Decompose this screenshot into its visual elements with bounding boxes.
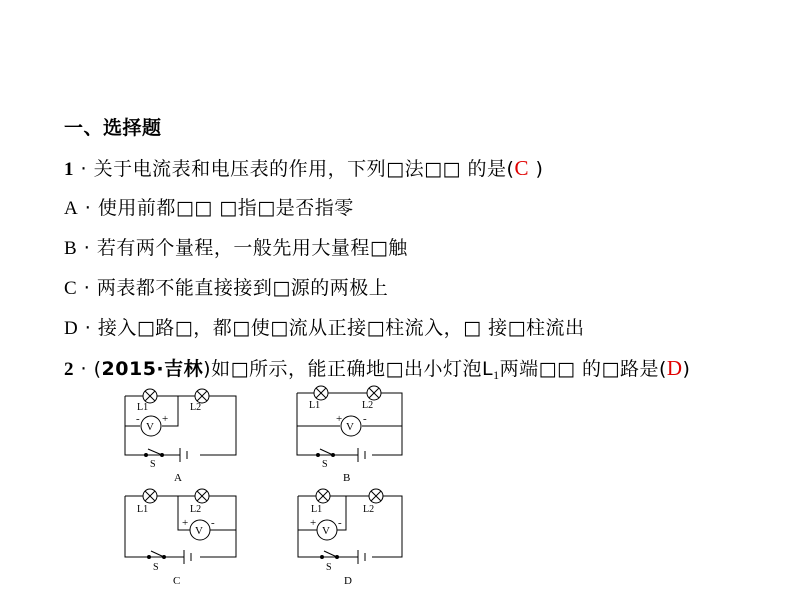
option-text: 接入□路□，都□使□流从正接□柱流入，□ 接□柱流出 <box>97 317 585 339</box>
question-close-paren: ) <box>682 358 691 380</box>
option-text: 两表都不能直接接到□源的两极上 <box>96 277 389 299</box>
answer-mark: C <box>514 156 529 180</box>
plus-terminal: + <box>336 413 343 425</box>
plus-terminal: + <box>162 413 169 425</box>
label-l2: L2 <box>363 504 375 515</box>
label-l2: L2 <box>362 400 374 411</box>
question-text: 关于电流表和电压表的作用，下列□法□□ 的是( <box>93 158 515 180</box>
option-c: C · 两表都不能直接接到□源的两极上 <box>64 277 389 299</box>
answer-mark: D <box>666 356 683 380</box>
minus-terminal: - <box>363 413 367 425</box>
label-l2: L2 <box>190 504 202 515</box>
plus-terminal: + <box>182 517 189 529</box>
switch-label: S <box>153 562 159 573</box>
label-l1: L1 <box>137 402 149 413</box>
question-number: 1 <box>64 159 74 180</box>
minus-terminal: - <box>338 517 342 529</box>
caption-c: C <box>173 575 181 587</box>
minus-terminal: - <box>136 413 140 425</box>
lamp-icon <box>143 489 157 503</box>
label-l1: L1 <box>311 504 323 515</box>
question-close-paren: ) <box>528 158 544 180</box>
option-text: 使用前都□□ □指□是否指零 <box>97 197 354 219</box>
meter-label: V <box>146 421 154 433</box>
option-b: B · 若有两个量程，一般先用大量程□触 <box>64 237 408 259</box>
question-number: 2 <box>64 359 74 380</box>
lamp-icon <box>369 489 383 503</box>
question-source: 2015·吉林 <box>101 358 204 380</box>
plus-terminal: + <box>310 517 317 529</box>
lamp-icon <box>143 389 157 403</box>
option-letter: B <box>64 238 78 259</box>
question-text-2: 两端□□ 的□路是( <box>499 358 667 380</box>
lamp-icon <box>195 389 209 403</box>
meter-label: V <box>322 525 330 537</box>
section-title-text: 一、选择题 <box>64 117 162 139</box>
lamp-icon <box>316 489 330 503</box>
meter-label: V <box>346 421 354 433</box>
option-d: D · 接入□路□，都□使□流从正接□柱流入，□ 接□柱流出 <box>64 317 585 339</box>
lamp-icon <box>367 386 381 400</box>
label-l1: L1 <box>137 504 149 515</box>
caption-d: D <box>344 575 352 587</box>
meter-label: V <box>195 525 203 537</box>
option-text: 若有两个量程，一般先用大量程□触 <box>96 237 408 259</box>
caption-b: B <box>343 472 351 484</box>
question-1: 1 · 关于电流表和电压表的作用，下列□法□□ 的是(C ) <box>64 156 544 180</box>
circuit-a <box>125 389 236 462</box>
label-l2: L2 <box>190 402 202 413</box>
switch-label: S <box>150 459 156 470</box>
caption-a: A <box>174 472 182 484</box>
option-letter: D <box>64 318 79 339</box>
minus-terminal: - <box>211 517 215 529</box>
lamp-icon <box>195 489 209 503</box>
option-a: A · 使用前都□□ □指□是否指零 <box>64 197 354 219</box>
option-letter: C <box>64 278 78 299</box>
label-l1: L1 <box>309 400 321 411</box>
question-text: 如□所示，能正确地□出小灯泡L <box>211 358 494 380</box>
lamp-icon <box>314 386 328 400</box>
switch-label: S <box>326 562 332 573</box>
subscript: 1 <box>493 368 500 382</box>
circuit-c <box>125 489 236 564</box>
option-letter: A <box>64 198 79 219</box>
switch-label: S <box>322 459 328 470</box>
question-2: 2 · (2015·吉林)如□所示，能正确地□出小灯泡$L_1$两端□□ 的□路是(D) <box>64 356 691 382</box>
